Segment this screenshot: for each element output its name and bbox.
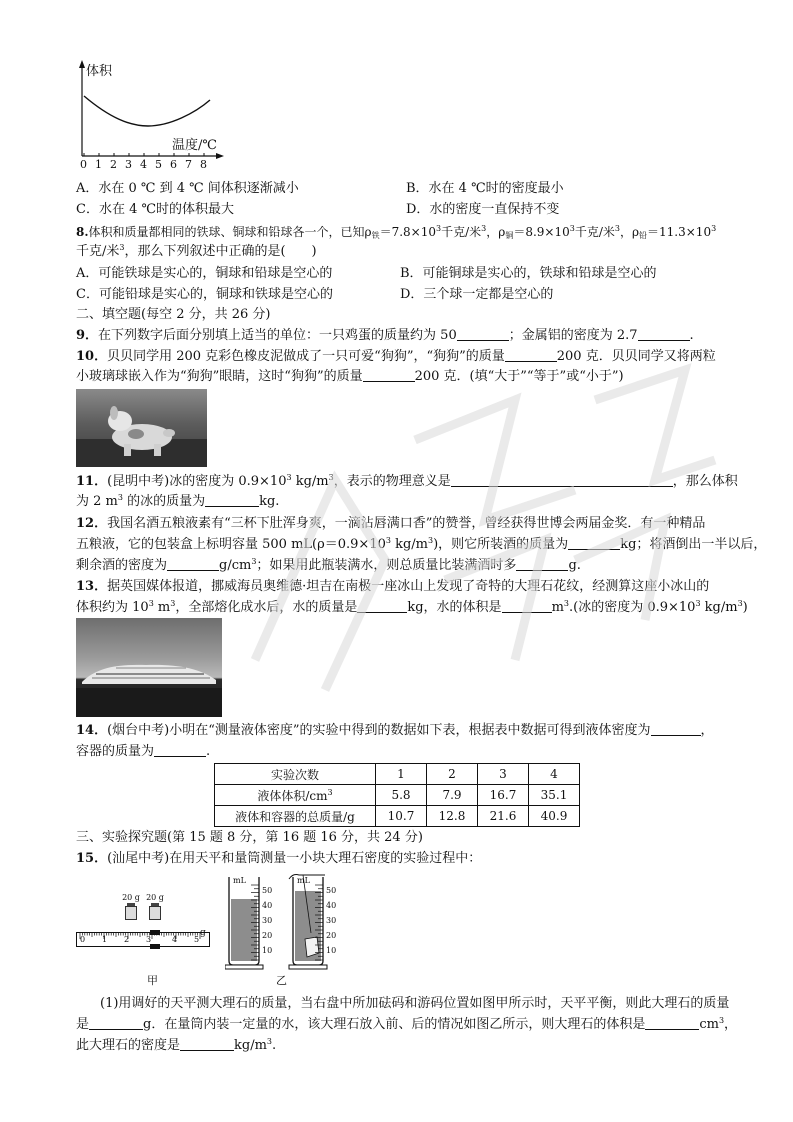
cylinder-after — [289, 875, 327, 970]
q15-part1-line2: 是 g．在量筒内装一定量的水，该大理石放入前、后的情况如图乙所示，则大理石的体积是 $cm^3$， — [76, 1016, 738, 1032]
cylinder2-scale: 50 40 30 20 10 — [326, 886, 337, 955]
graph-x-label: 温度/℃ — [172, 138, 217, 153]
tick-label: 5 — [155, 158, 162, 171]
q12-line2: 五粮液，它的包装盒上标明容量 500 $mL(\rho=0.9\times 10^3$ $kg/m^3$)，则它所装酒的质量为 kg；将酒倒出一半以后， — [76, 536, 767, 552]
table-header-cell: 4 — [529, 764, 580, 785]
q8-stem: 8.体积和质量都相同的铁球、铜球和铅球各一个，已知$\rho_铁=7.8\times 10^3$千克/米$^3$，$\rho_铜=8.9\times 10^3$千克/米$^3$，$\rho_铅=11.3\times 10^3$ — [76, 224, 717, 240]
section2-title: 二、填空题(每空 2 分，共 26 分) — [76, 307, 271, 322]
tick-label: 4 — [140, 158, 147, 171]
q11-line2: 为 2 $m^3$ 的冰的质量为 kg. — [76, 493, 280, 509]
q10-line1: 10．贝贝同学用 200 克彩色橡皮泥做成了一只可爱“狗狗”，“狗狗”的质量 200 克．贝贝同学又将两粒 — [76, 349, 716, 364]
iceberg-photo — [76, 618, 222, 717]
volume-curve — [84, 96, 210, 126]
q9: 9．在下列数字后面分别填上适当的单位：一只鸡蛋的质量约为 50 ；金属铝的密度为 2.7 . — [76, 328, 694, 343]
q14-line1: 14．(烟台中考)小明在“测量液体密度”的实验中得到的数据如下表，根据表中数据可得到液体密度为 ， — [76, 723, 714, 738]
cylinder-before — [225, 877, 263, 969]
figure-label-jia: 甲 — [147, 974, 158, 987]
q7-option-c: C．水在 4 ℃时的体积最大 — [76, 202, 235, 217]
table-row — [215, 806, 580, 827]
table-cell: 7.9 — [427, 785, 478, 806]
q12-line1: 12．我国名酒五粮液素有“三杯下肚浑身爽，一滴沾唇满口香”的赞誉，曾经获得世博会两届金奖．有一种精品 — [76, 516, 706, 531]
q15-part1-line3: 此大理石的密度是 $kg/m^3$. — [76, 1037, 277, 1053]
table-row-label: 液体体积$/cm^3$ — [215, 785, 376, 806]
table-cell: 10.7 — [376, 806, 427, 827]
tick-label: 8 — [200, 158, 207, 171]
table-row-label: 液体和容器的总质量/g — [215, 806, 376, 827]
tick-label: 1 — [95, 158, 102, 171]
tick-label: 3 — [125, 158, 132, 171]
table-cell: 40.9 — [529, 806, 580, 827]
ruler-unit: g — [200, 928, 206, 938]
q15-part1-line1: (1)用调好的天平测大理石的质量，当右盘中所加砝码和游码位置如图甲所示时，天平平衡，则此大理石的质量 — [100, 996, 730, 1011]
tick-label: 0 — [80, 158, 87, 171]
q14-line2: 容器的质量为 . — [76, 744, 211, 759]
tick-label: 7 — [185, 158, 192, 171]
q11-line1: 11．(昆明中考)冰的密度为 $0.9\times 10^3$ $kg/m^3$，表示的物理意义是 ，那么体积 — [76, 473, 738, 489]
tick-label: 6 — [170, 158, 177, 171]
q8-option-c: C．可能铅球是实心的，铜球和铁球是空心的 — [76, 287, 333, 302]
table-header-cell: 实验次数 — [215, 764, 376, 785]
cylinder1-unit: mL — [233, 876, 246, 885]
table-cell: 12.8 — [427, 806, 478, 827]
graduated-cylinders — [225, 873, 340, 973]
table-cell: 35.1 — [529, 785, 580, 806]
cylinder1-scale: 50 40 30 20 10 — [262, 886, 273, 955]
table-header-cell: 3 — [478, 764, 529, 785]
weight-20g-a: 20 g — [122, 893, 140, 920]
q8-option-d: D．三个球一定都是空心的 — [400, 287, 554, 302]
q15-stem: 15．(汕尾中考)在用天平和量筒测量一小块大理石密度的实验过程中： — [76, 851, 482, 866]
q8-stem-line2: 千克/米$^3$，那么下列叙述中正确的是( ) — [76, 243, 317, 259]
table-row — [215, 785, 580, 806]
tick-label: 2 — [110, 158, 117, 171]
balance-scale-ruler — [76, 928, 211, 956]
q10-line2: 小玻璃球嵌入作为“狗狗”眼睛，这时“狗狗”的质量 200 克．(填“大于”“等于”或“小于”) — [76, 369, 624, 384]
clay-dog-photo — [76, 389, 207, 467]
q8-option-a: A．可能铁球是实心的，铜球和铅球是空心的 — [76, 266, 333, 281]
q7-option-b: B．水在 4 ℃时的密度最小 — [406, 181, 564, 196]
q13-line2: 体积约为 $10^3$ $m^3$，全部熔化成水后，水的质量是 kg，水的体积是 $m^3$.(冰的密度为 $0.9\times 10^3$ $kg/m^3$) — [76, 599, 748, 615]
table-header-cell: 1 — [376, 764, 427, 785]
weight-20g-b: 20 g — [146, 893, 164, 920]
figure-label-yi: 乙 — [276, 974, 287, 987]
q12-line3: 剩余酒的密度为 $g/cm^3$；如果用此瓶装满水，则总质量比装满酒时多 g. — [76, 557, 581, 573]
cylinder2-unit: mL — [297, 876, 310, 885]
table-cell: 16.7 — [478, 785, 529, 806]
graph-y-label: 体积 — [86, 64, 113, 79]
q8-option-b: B．可能铜球是实心的，铁球和铅球是空心的 — [400, 266, 657, 281]
q7-option-d: D．水的密度一直保持不变 — [406, 202, 560, 217]
q7-option-a: A．水在 0 ℃ 到 4 ℃ 间体积逐渐减小 — [76, 181, 299, 196]
data-table — [214, 763, 580, 827]
q13-line1: 13．据英国媒体报道，挪威海员奥维德·坦吉在南极一座冰山上发现了奇特的大理石花纹，经测算这座小冰山的 — [76, 579, 710, 594]
table-row — [215, 764, 580, 785]
table-cell: 5.8 — [376, 785, 427, 806]
table-header-cell: 2 — [427, 764, 478, 785]
table-cell: 21.6 — [478, 806, 529, 827]
section3-title: 三、实验探究题(第 15 题 8 分，第 16 题 16 分，共 24 分) — [76, 830, 423, 845]
